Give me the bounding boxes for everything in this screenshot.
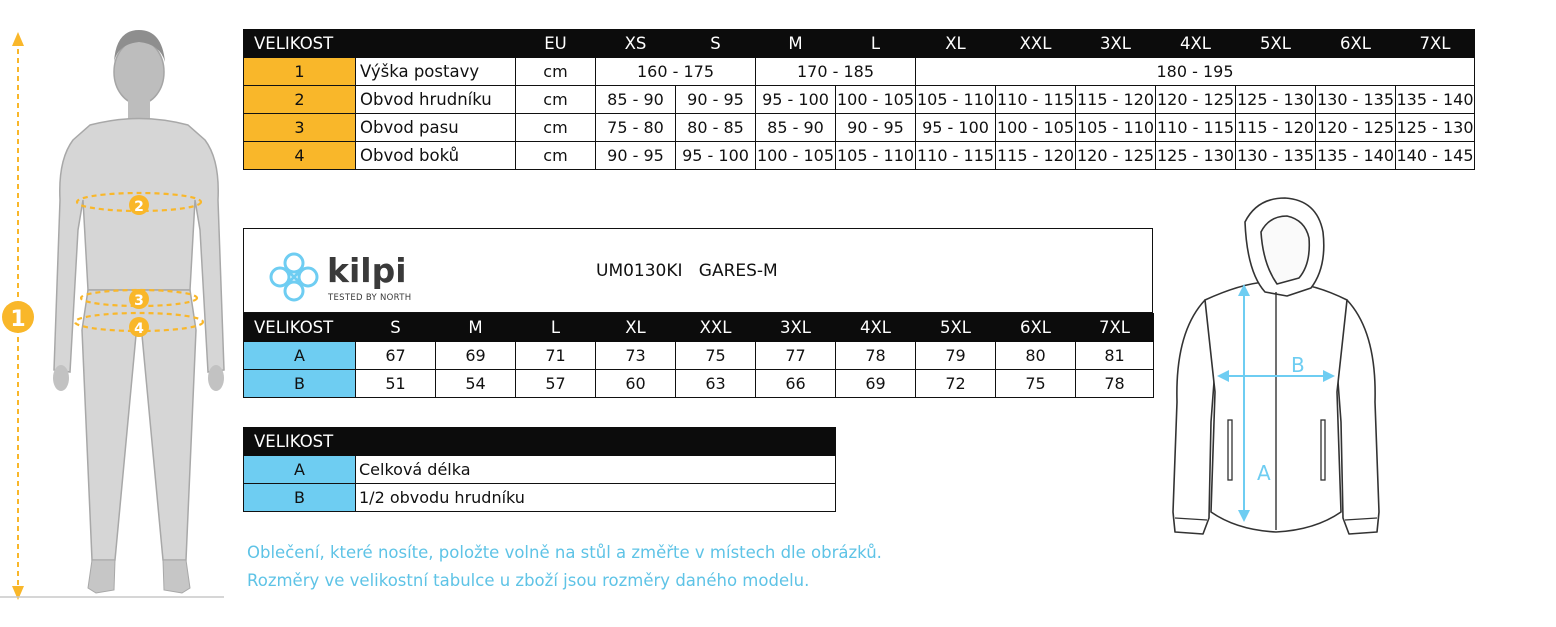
unit-cell: cm [516,114,596,142]
header-cell: M [756,30,836,58]
product-code: UM0130KI [596,261,683,281]
value-cell: 100 - 105 [756,142,836,170]
brand-tagline: TESTED BY NORTH [328,293,412,303]
unit-cell: cm [516,142,596,170]
row-number: 2 [244,86,356,114]
value-cell: 80 - 85 [676,114,756,142]
value-cell: 115 - 120 [1076,86,1156,114]
legend-table [243,427,836,512]
header-cell [356,30,516,58]
table-row [244,342,1154,370]
value-cell: 69 [436,342,516,370]
header-cell: XL [916,30,996,58]
value-cell: 67 [356,342,436,370]
value-cell: 105 - 110 [836,142,916,170]
header-cell: S [676,30,756,58]
unit-cell: cm [516,86,596,114]
header-cell: 6XL [996,314,1076,342]
value-cell: 105 - 110 [1076,114,1156,142]
value-cell: 90 - 95 [676,86,756,114]
header-cell: 5XL [1236,30,1316,58]
header-cell: 3XL [1076,30,1156,58]
table-row [244,484,836,512]
table-row [244,86,1475,114]
value-cell: 60 [596,370,676,398]
marker-3 [129,289,149,309]
value-cell: 110 - 115 [1156,114,1236,142]
height-range-cell: 170 - 185 [756,58,916,86]
header-cell: XXL [996,30,1076,58]
height-range-cell: 180 - 195 [916,58,1475,86]
note-line-2: Rozměry ve velikostní tabulce u zboží jsou rozměry daného modelu. [247,571,810,590]
header-cell: XL [596,314,676,342]
marker-2 [129,195,149,215]
row-label: B [244,370,356,398]
value-cell: 115 - 120 [996,142,1076,170]
kilpi-logo-icon [264,247,324,307]
value-cell: 105 - 110 [916,86,996,114]
table-row [244,456,836,484]
value-cell: 51 [356,370,436,398]
product-title [596,261,778,281]
value-cell: 75 [676,342,756,370]
header-cell: 3XL [756,314,836,342]
legend-table-header [244,428,836,456]
model-size-table [243,313,1154,398]
header-cell: VELIKOST [244,314,356,342]
height-range-cell: 160 - 175 [596,58,756,86]
row-label: B [244,484,356,512]
value-cell: 95 - 100 [676,142,756,170]
legend-text: Celková délka [356,456,836,484]
value-cell: 73 [596,342,676,370]
row-number: 3 [244,114,356,142]
jacket-marker-a: A [1257,461,1271,485]
jacket-measurement-figure [1165,192,1390,554]
row-number: 4 [244,142,356,170]
value-cell: 85 - 90 [596,86,676,114]
model-table-header [244,314,1154,342]
header-cell: L [836,30,916,58]
header-cell: L [516,314,596,342]
jacket-marker-b: B [1291,353,1305,377]
marker-1 [2,301,34,333]
value-cell: 75 [996,370,1076,398]
value-cell: 75 - 80 [596,114,676,142]
value-cell: 79 [916,342,996,370]
value-cell: 120 - 125 [1156,86,1236,114]
header-cell: EU [516,30,596,58]
row-label: Obvod hrudníku [356,86,516,114]
value-cell: 135 - 140 [1316,142,1396,170]
header-cell: 4XL [836,314,916,342]
table-row [244,58,1475,86]
value-cell: 120 - 125 [1316,114,1396,142]
value-cell: 77 [756,342,836,370]
value-cell: 72 [916,370,996,398]
brand-name: kilpi [327,251,407,290]
value-cell: 110 - 115 [996,86,1076,114]
value-cell: 130 - 135 [1236,142,1316,170]
value-cell: 95 - 100 [756,86,836,114]
svg-text:3: 3 [134,293,144,309]
value-cell: 140 - 145 [1396,142,1475,170]
value-cell: 110 - 115 [916,142,996,170]
row-number: 1 [244,58,356,86]
size-table-header [244,30,1475,58]
value-cell: 78 [1076,370,1154,398]
value-cell: 125 - 130 [1236,86,1316,114]
table-row [244,142,1475,170]
value-cell: 120 - 125 [1076,142,1156,170]
row-label: A [244,342,356,370]
header-cell: 7XL [1396,30,1475,58]
svg-text:1: 1 [10,307,26,332]
value-cell: 80 [996,342,1076,370]
header-cell: 7XL [1076,314,1154,342]
header-cell: M [436,314,516,342]
header-cell: 4XL [1156,30,1236,58]
svg-text:2: 2 [134,199,144,215]
value-cell: 69 [836,370,916,398]
size-table [243,29,1475,170]
table-row [244,370,1154,398]
row-label: Obvod boků [356,142,516,170]
header-cell: S [356,314,436,342]
value-cell: 100 - 105 [836,86,916,114]
unit-cell: cm [516,58,596,86]
value-cell: 63 [676,370,756,398]
body-measurement-figure [0,0,235,627]
value-cell: 125 - 130 [1396,114,1475,142]
header-cell: 6XL [1316,30,1396,58]
svg-text:4: 4 [134,321,144,337]
value-cell: 90 - 95 [596,142,676,170]
value-cell: 71 [516,342,596,370]
value-cell: 135 - 140 [1396,86,1475,114]
header-cell: 5XL [916,314,996,342]
legend-text: 1/2 obvodu hrudníku [356,484,836,512]
value-cell: 100 - 105 [996,114,1076,142]
value-cell: 54 [436,370,516,398]
value-cell: 57 [516,370,596,398]
header-cell: XS [596,30,676,58]
value-cell: 115 - 120 [1236,114,1316,142]
value-cell: 85 - 90 [756,114,836,142]
note-line-1: Oblečení, které nosíte, položte volně na stůl a změřte v místech dle obrázků. [247,543,882,562]
row-label: Obvod pasu [356,114,516,142]
value-cell: 66 [756,370,836,398]
row-label: Výška postavy [356,58,516,86]
value-cell: 90 - 95 [836,114,916,142]
row-label: A [244,456,356,484]
value-cell: 95 - 100 [916,114,996,142]
value-cell: 130 - 135 [1316,86,1396,114]
brand-header [243,228,1153,313]
marker-4 [129,317,149,337]
value-cell: 78 [836,342,916,370]
header-cell: VELIKOST [244,428,836,456]
header-cell: VELIKOST [244,30,356,58]
header-cell: XXL [676,314,756,342]
value-cell: 81 [1076,342,1154,370]
table-row [244,114,1475,142]
product-name: GARES-M [698,261,778,281]
value-cell: 125 - 130 [1156,142,1236,170]
